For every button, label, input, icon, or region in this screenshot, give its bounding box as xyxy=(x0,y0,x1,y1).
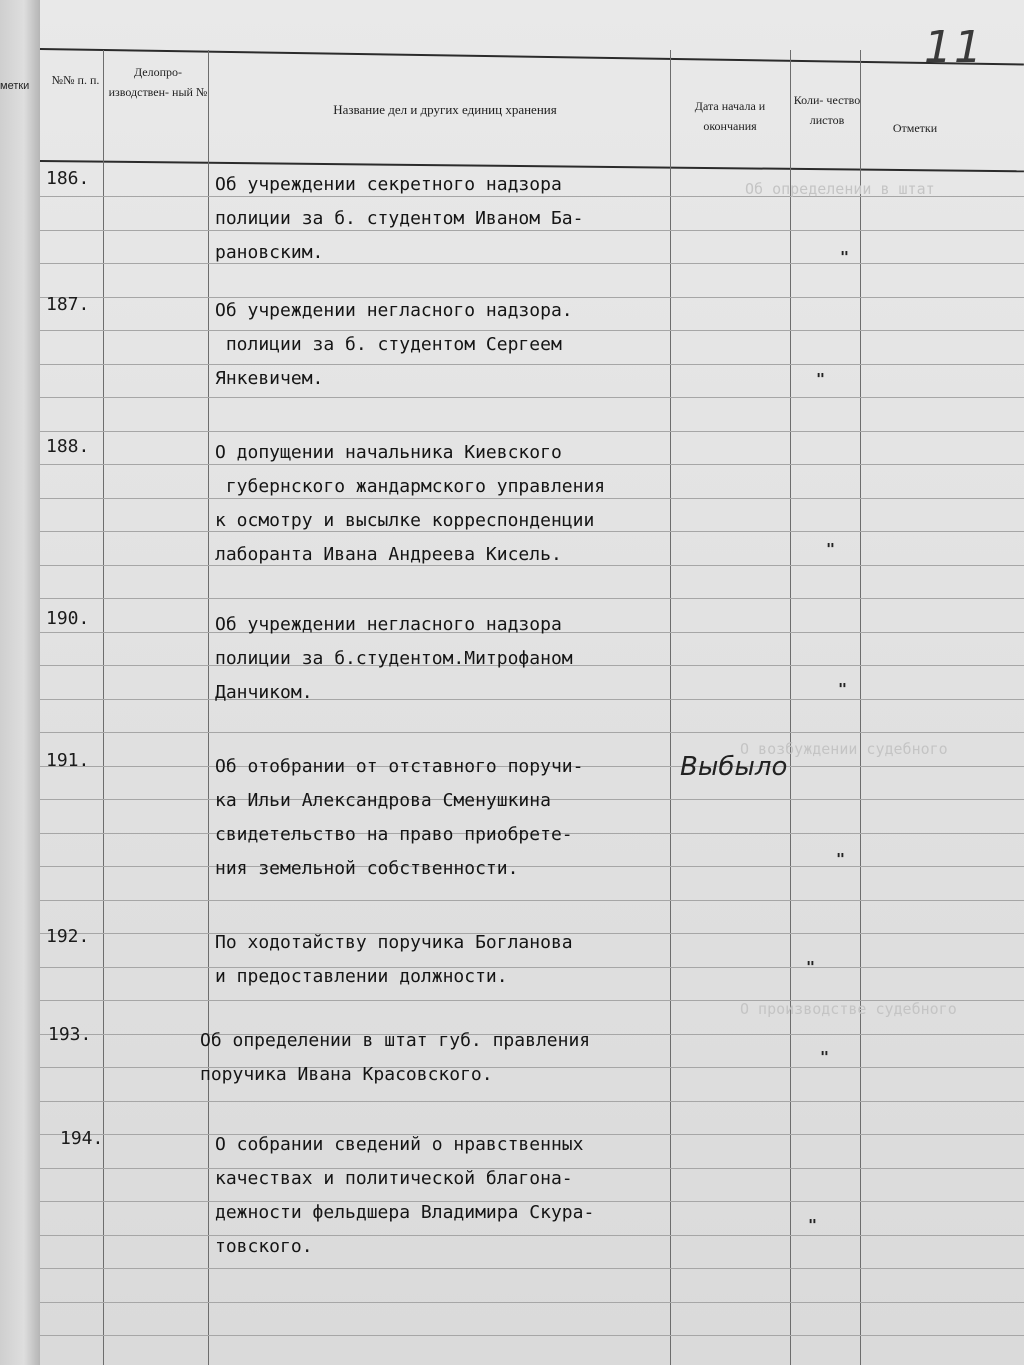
bleed-through-text: О возбуждении судебного xyxy=(740,740,948,758)
row-title-line: О собрании сведений о нравственных xyxy=(215,1134,584,1155)
row-title-line: лаборанта Ивана Андреева Кисель. xyxy=(215,544,562,565)
sheet-count-ditto: " xyxy=(806,958,816,976)
row-title-line: ния земельной собственности. xyxy=(215,858,519,879)
row-title-line: Об отобрании от отставного поручи- xyxy=(215,756,584,777)
row-title-line: качествах и политической благона- xyxy=(215,1168,573,1189)
row-title-line: свидетельство на право приобрете- xyxy=(215,824,573,845)
ruled-line xyxy=(40,397,1024,398)
header-notes: Отметки xyxy=(892,121,938,135)
row-number: 188. xyxy=(46,436,90,457)
row-title-line: полиции за б. студентом Сергеем xyxy=(215,334,562,355)
sheet-count-ditto: " xyxy=(840,248,850,266)
row-title-line: Об учреждении негласного надзора xyxy=(215,614,562,635)
ruled-line xyxy=(40,1101,1024,1102)
sheet-count-ditto: " xyxy=(808,1216,818,1234)
left-page-edge xyxy=(0,0,42,1365)
header-dates: Дата начала и окончания xyxy=(694,99,766,133)
bleed-through-text: О производстве судебного xyxy=(740,1000,957,1018)
sheet-count-ditto: " xyxy=(816,370,826,388)
ruled-line xyxy=(40,1302,1024,1303)
register-page xyxy=(40,0,1024,1365)
row-title-line: губернского жандармского управления xyxy=(215,476,606,497)
row-title-line: поручика Ивана Красовского. xyxy=(200,1064,493,1085)
sheet-count-ditto: " xyxy=(820,1048,830,1066)
row-number: 190. xyxy=(46,608,90,629)
bleed-through-text: Об определении в штат xyxy=(745,180,935,198)
ruled-line xyxy=(40,598,1024,599)
row-number: 191. xyxy=(46,750,90,771)
sheet-count-ditto: " xyxy=(836,850,846,868)
ruled-line xyxy=(40,431,1024,432)
row-title-line: товского. xyxy=(215,1236,313,1257)
sheet-count-ditto: " xyxy=(838,680,848,698)
row-title-line: О допущении начальника Киевского xyxy=(215,442,562,463)
handwritten-note: Выбыло xyxy=(680,752,788,782)
row-title-line: Данчиком. xyxy=(215,682,313,703)
row-number: 187. xyxy=(46,294,90,315)
ruled-line xyxy=(40,1268,1024,1269)
row-title-line: и предоставлении должности. xyxy=(215,966,508,987)
left-page-header: метки xyxy=(0,80,30,92)
page-number: 11 xyxy=(924,22,984,73)
row-number: 193. xyxy=(48,1024,92,1045)
header-title: Название дел и других единиц хранения xyxy=(333,102,557,117)
row-title-line: Об учреждении негласного надзора. xyxy=(215,300,573,321)
sheet-count-ditto: " xyxy=(826,540,836,558)
header-num: №№ п. п. xyxy=(51,73,100,87)
ruled-line xyxy=(40,1335,1024,1336)
header-office-number: Делопро- изводствен- ный № xyxy=(108,65,208,99)
row-title-line: полиции за б. студентом Иваном Ба- xyxy=(215,208,584,229)
row-title-line: По ходотайству поручика Богланова xyxy=(215,932,573,953)
row-number: 192. xyxy=(46,926,90,947)
row-title-line: к осмотру и высылке корреспонденции xyxy=(215,510,595,531)
row-title-line: полиции за б.студентом.Митрофаном xyxy=(215,648,573,669)
header-sheet-count: Коли- чество листов xyxy=(793,93,861,127)
row-number: 186. xyxy=(46,168,90,189)
row-title-line: рановским. xyxy=(215,242,324,263)
ruled-line xyxy=(40,732,1024,733)
row-title-line: дежности фельдшера Владимира Скура- xyxy=(215,1202,595,1223)
row-title-line: Об определении в штат губ. правления xyxy=(200,1030,591,1051)
row-number: 194. xyxy=(60,1128,104,1149)
row-title-line: Об учреждении секретного надзора xyxy=(215,174,562,195)
row-title-line: Янкевичем. xyxy=(215,368,324,389)
ruled-line xyxy=(40,900,1024,901)
row-title-line: ка Ильи Александрова Сменушкина xyxy=(215,790,551,811)
